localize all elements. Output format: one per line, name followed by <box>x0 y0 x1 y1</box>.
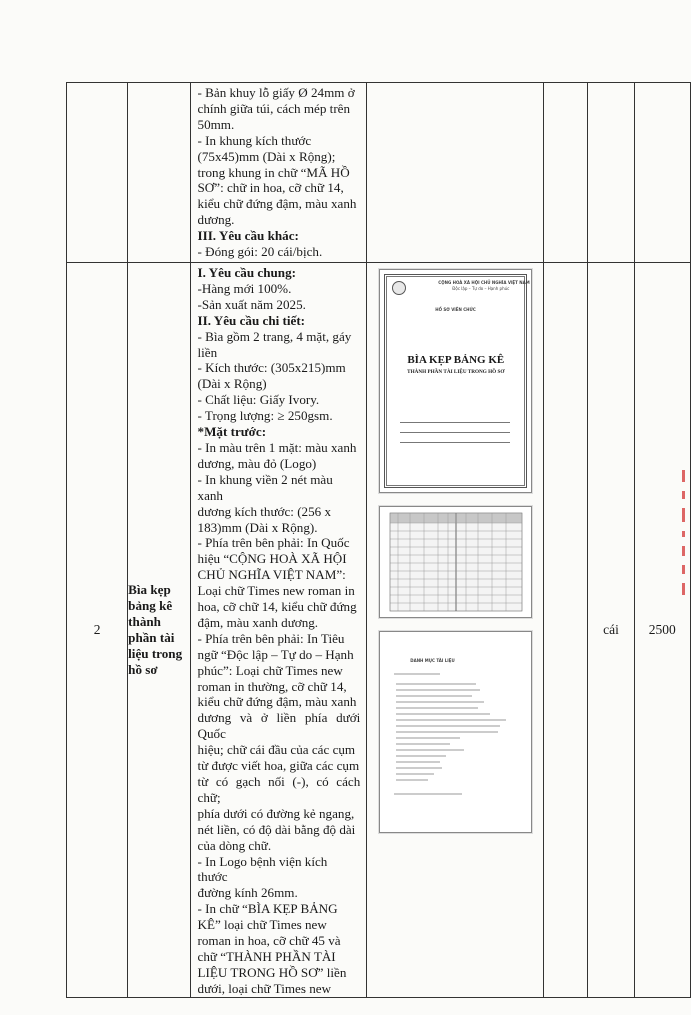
detail-line: - Bìa gồm 2 trang, 4 mặt, gáy <box>197 328 352 344</box>
image-cell <box>367 263 544 998</box>
detail-line: hiệu “CỘNG HOÀ XÃ HỘI <box>197 551 347 567</box>
general-lines <box>198 281 361 313</box>
detail-line: nét liền, có độ dài bằng độ dài <box>197 821 356 837</box>
unit-cell: cái <box>588 263 634 998</box>
general-line: -Hàng mới 100%. <box>197 280 292 296</box>
cover-subtitle: THÀNH PHẦN TÀI LIỆU TRONG HỒ SƠ <box>407 369 505 375</box>
requirement-heading-3: III. Yêu cầu khác: <box>197 228 299 244</box>
detail-line: liền <box>197 344 218 360</box>
continued-line: - In khung kích thước <box>197 132 312 148</box>
table-row-continued <box>67 83 691 263</box>
cover-title: BÌA KẸP BẢNG KÊ <box>407 354 505 366</box>
continued-line: chính giữa túi, cách mép trên <box>197 100 351 116</box>
detail-line: - Phía trên bên phải: In Quốc <box>197 535 350 551</box>
national-motto: Độc lập – Tự do – Hạnh phúc <box>452 286 510 291</box>
detail-line: kiểu chữ đứng đậm, màu xanh <box>197 694 357 710</box>
detail-line: hiệu; chữ cái đầu của các cụm <box>197 742 356 758</box>
requirement-heading-1: I. Yêu cầu chung: <box>197 265 296 280</box>
detail-line: dưới, loại chữ Times new <box>197 980 332 996</box>
blank-cell <box>543 263 587 998</box>
detail-j-lines <box>198 631 361 854</box>
detail-line: chữ “THÀNH PHẦN TÀI <box>197 948 336 964</box>
detail-line: (Dài x Rộng) <box>197 376 267 392</box>
front-heading: *Mặt trước: <box>197 424 267 440</box>
unit-cell-empty <box>588 83 634 263</box>
continued-line: kiểu chữ đứng đậm, màu xanh <box>197 196 357 212</box>
detail-line: - Phía trên bên phải: In Tiêu <box>197 630 345 646</box>
back-list-thumbnail <box>379 631 532 833</box>
continued-line: (75x45)mm (Dài x Rộng); <box>197 148 336 164</box>
detail-line: dương kích thước: (256 x <box>197 503 332 519</box>
detail-line: ngữ “Độc lập – Tự do – Hạnh <box>197 646 354 662</box>
stt-cell-empty <box>67 83 128 263</box>
detail-line: dương và ở liền phía dưới Quốc <box>197 710 361 742</box>
quantity-cell: 2500 <box>634 263 690 998</box>
detail-line: - In Logo bệnh viện kích thước <box>197 853 328 885</box>
detail-a-lines <box>198 329 361 424</box>
list-lines-graphic <box>380 632 531 832</box>
unit-label: HỒ SƠ VIÊN CHỨC <box>435 307 476 312</box>
table-row-item-2 <box>67 263 691 998</box>
detail-b-lines <box>198 440 361 631</box>
inner-table-thumbnail <box>379 506 532 618</box>
image-cell-empty <box>367 83 544 263</box>
continued-line: - Bản khuy lỗ giấy Ø 24mm ở <box>197 85 355 100</box>
detail-line: từ có gạch nối (-), có cách chữ; <box>197 774 361 805</box>
detail-line: 183)mm (Dài x Rộng). <box>197 519 318 535</box>
detail-line: hoa, cỡ chữ 14, kiểu chữ đứng <box>197 599 357 615</box>
list-heading: DANH MỤC TÀI LIỆU <box>410 658 455 663</box>
detail-line: - In khung viền 2 nét màu xanh <box>197 471 333 503</box>
continued-line: 50mm. <box>197 116 235 132</box>
cover-thumbnail <box>379 269 532 493</box>
detail-line: CHỦ NGHĨA VIỆT NAM”: <box>197 567 346 583</box>
blank-cell <box>543 83 587 263</box>
continued-line: SƠ”: chữ in hoa, cỡ chữ 14, <box>197 180 344 196</box>
item-name-cell: Bìa kẹp bảng kê thành phần tài liệu trong hồ sơ <box>128 263 190 998</box>
detail-line: đường kính 26mm. <box>197 885 298 901</box>
margin-stamp-marks <box>682 470 686 604</box>
description-cell-continued <box>190 83 367 263</box>
detail-line: - Chất liệu: Giấy Ivory. <box>197 392 320 408</box>
spec-table <box>66 82 691 998</box>
detail-line: roman in thường, cỡ chữ 14, <box>197 678 347 694</box>
detail-c-lines <box>198 854 361 997</box>
quantity-cell-empty <box>634 83 690 263</box>
detail-line: Loại chữ Times new roman in <box>197 583 355 599</box>
national-title: CỘNG HOÀ XÃ HỘI CHỦ NGHĨA VIỆT NAM <box>438 280 530 285</box>
general-line: -Sản xuất năm 2025. <box>197 296 306 312</box>
detail-line: LIỆU TRONG HỒ SƠ” liền <box>197 964 347 980</box>
detail-line: từ được viết hoa, giữa các cụm <box>197 758 360 774</box>
detail-line: dương, màu đỏ (Logo) <box>197 455 317 471</box>
detail-line: đậm, màu xanh dương. <box>197 614 319 630</box>
name-cell-empty <box>128 83 190 263</box>
detail-line: phúc”: Loại chữ Times new <box>197 662 343 678</box>
detail-line: - In màu trên 1 mặt: màu xanh <box>197 439 357 455</box>
description-cell <box>190 263 367 998</box>
inner-table-graphic <box>380 507 531 617</box>
continued-line: trong khung in chữ “MÃ HỒ <box>197 164 350 180</box>
detail-line: roman in hoa, cỡ chữ 45 và <box>197 933 341 949</box>
detail-line: KÊ” loại chữ Times new <box>197 917 327 933</box>
continued-line: dương. <box>197 212 235 228</box>
requirement-heading-2: II. Yêu cầu chi tiết: <box>197 312 306 328</box>
detail-line: của dòng chữ. <box>197 837 272 853</box>
detail-line: - Kích thước: (305x215)mm <box>197 360 346 376</box>
continued-lines <box>198 85 361 228</box>
detail-line: - In chữ “BÌA KẸP BẢNG <box>197 901 338 917</box>
packing-line: - Đóng gói: 20 cái/bịch. <box>197 244 323 260</box>
detail-line: - Trọng lượng: ≥ 250gsm. <box>197 408 333 424</box>
stt-cell: 2 <box>67 263 128 998</box>
detail-line: phía dưới có đường kẻ ngang, <box>197 805 355 821</box>
